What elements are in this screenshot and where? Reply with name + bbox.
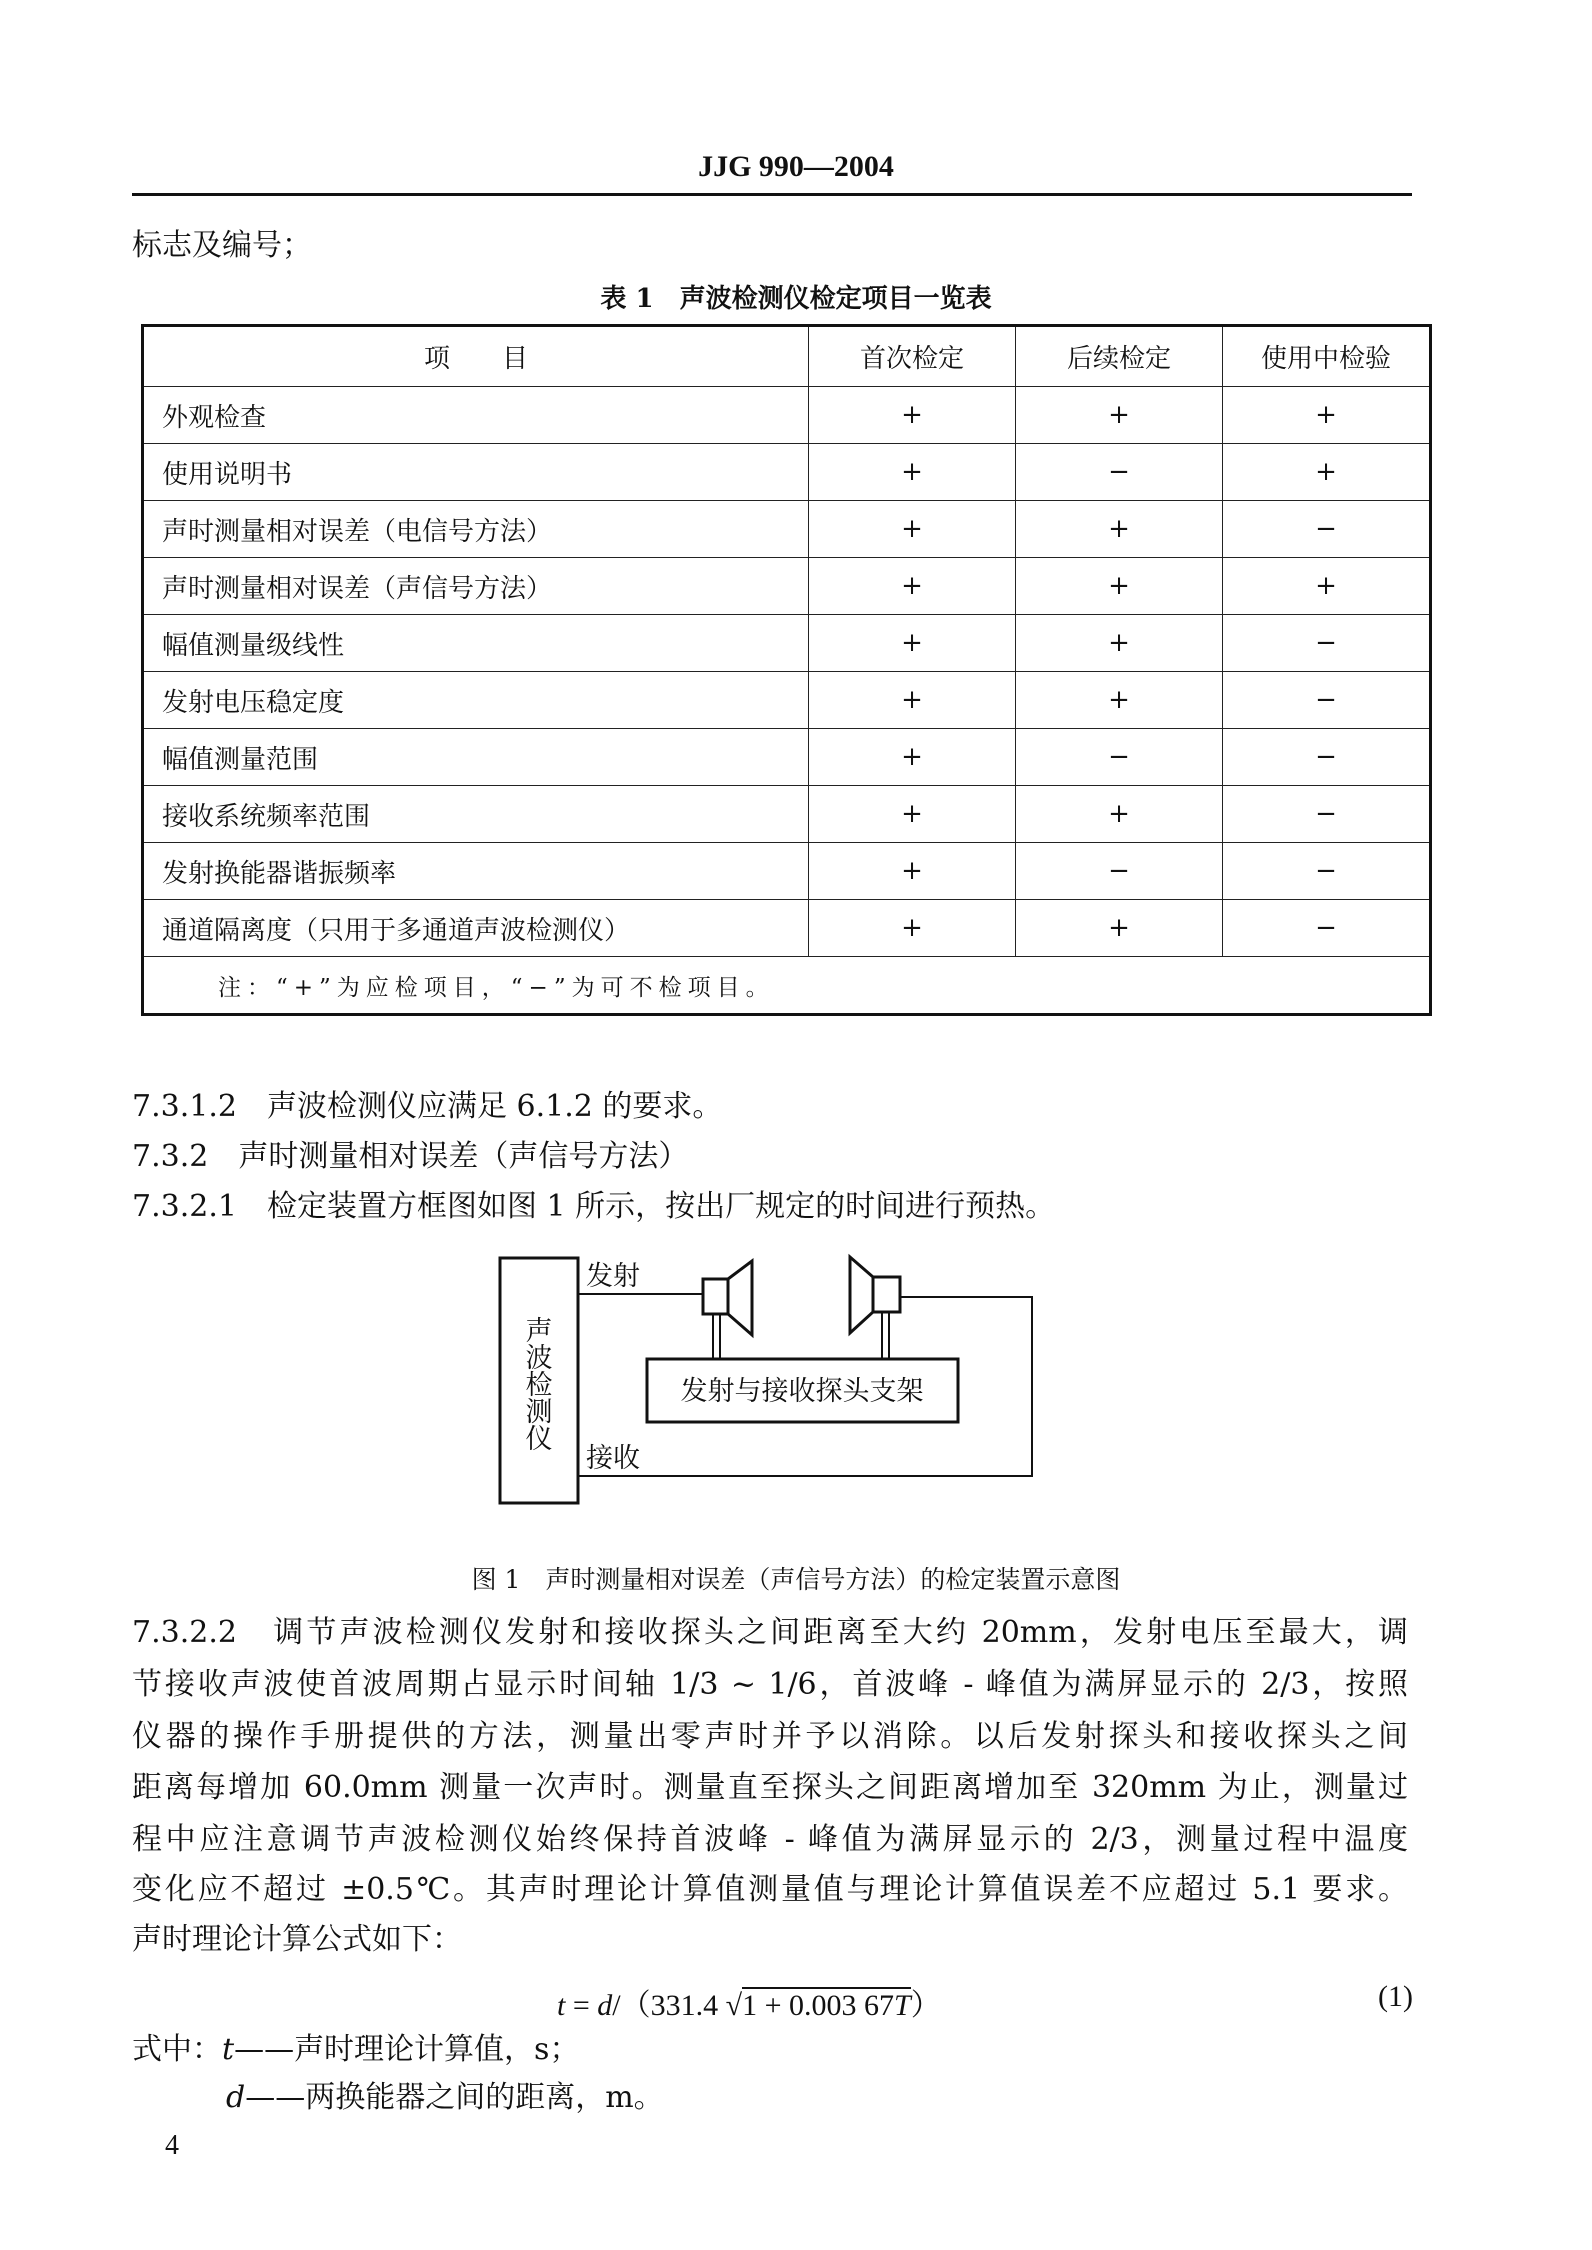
where-d-desc: ——两换能器之间的距离，m。: [245, 2080, 664, 2115]
row-in-use: +: [1223, 387, 1431, 444]
where-t-line: [132, 2032, 579, 2068]
transmit-label: 发射: [586, 1261, 640, 1292]
instrument-label-char: 检: [525, 1370, 553, 1401]
formula-radicand-text: 1 + 0.003 67: [742, 1989, 894, 2022]
paragraph-line: 距离每增加 60.0mm 测量一次声时。测量直至探头之间距离增加至 320mm 为止，测量过: [132, 1770, 1408, 1805]
formula-1: [557, 1980, 941, 2024]
where-d-symbol: d: [226, 2080, 246, 2115]
row-item: 接收系统频率范围: [143, 786, 809, 843]
page-number: 4: [165, 2130, 179, 2161]
row-item: 声时测量相对误差（声信号方法）: [143, 558, 809, 615]
section-7-3-2-heading: 7.3.2 声时测量相对误差（声信号方法）: [132, 1139, 689, 1174]
formula-equals: =: [565, 1989, 598, 2022]
row-initial: +: [809, 387, 1016, 444]
column-header-item: 项 目: [143, 326, 809, 387]
row-in-use: −: [1223, 729, 1431, 786]
column-header-initial: 首次检定: [809, 326, 1016, 387]
receiver-cone: [850, 1257, 873, 1333]
row-item: 声时测量相对误差（电信号方法）: [143, 501, 809, 558]
row-initial: +: [809, 900, 1016, 957]
table-title: 表 1 声波检测仪检定项目一览表: [600, 284, 992, 314]
row-subsequent: +: [1016, 615, 1223, 672]
row-subsequent: −: [1016, 729, 1223, 786]
paragraph-line: 程中应注意调节声波检测仪始终保持首波峰 - 峰值为满屏显示的 2/3，测量过程中温度: [132, 1822, 1408, 1857]
formula-radicand: [742, 1987, 911, 2022]
row-subsequent: +: [1016, 558, 1223, 615]
column-header-subsequent: 后续检定: [1016, 326, 1223, 387]
intro-line: 标志及编号；: [132, 228, 312, 263]
row-in-use: −: [1223, 615, 1431, 672]
section-7-3-2-1: 7.3.2.1 检定装置方框图如图 1 所示，按出厂规定的时间进行预热。: [132, 1189, 1056, 1224]
receiver-body: [873, 1277, 900, 1312]
row-in-use: −: [1223, 501, 1431, 558]
row-subsequent: +: [1016, 501, 1223, 558]
figure-caption: 图 1 声时测量相对误差（声信号方法）的检定装置示意图: [471, 1565, 1121, 1594]
row-subsequent: +: [1016, 387, 1223, 444]
paragraph-line: 变化应不超过 ±0.5℃。其声时理论计算值测量值与理论计算值误差不应超过 5.1 要求。: [132, 1872, 1408, 1907]
where-d-line: [226, 2080, 664, 2116]
row-subsequent: +: [1016, 786, 1223, 843]
row-subsequent: +: [1016, 672, 1223, 729]
formula-d: d: [597, 1989, 613, 2022]
equation-number: (1): [1378, 1980, 1413, 2013]
row-item: 幅值测量级线性: [143, 615, 809, 672]
row-in-use: −: [1223, 900, 1431, 957]
formula-temperature: T: [894, 1989, 911, 2022]
formula-close: ）: [910, 1989, 941, 2022]
instrument-label-char: 声: [525, 1316, 553, 1347]
column-header-in-use: 使用中检验: [1223, 326, 1431, 387]
row-initial: +: [809, 558, 1016, 615]
row-initial: +: [809, 843, 1016, 900]
formula-denominator-open: /（331.4: [612, 1989, 726, 2022]
row-in-use: −: [1223, 786, 1431, 843]
row-in-use: −: [1223, 843, 1431, 900]
row-subsequent: −: [1016, 843, 1223, 900]
row-initial: +: [809, 729, 1016, 786]
section-7-3-1-2: 7.3.1.2 声波检测仪应满足 6.1.2 的要求。: [132, 1089, 723, 1124]
instrument-label-char: 波: [525, 1343, 553, 1374]
receive-label: 接收: [586, 1443, 640, 1474]
transmitter-cone: [728, 1261, 752, 1335]
row-item: 幅值测量范围: [143, 729, 809, 786]
row-subsequent: −: [1016, 444, 1223, 501]
row-item: 使用说明书: [143, 444, 809, 501]
standard-code-header: JJG 990—2004: [698, 150, 894, 183]
paragraph-line: 节接收声波使首波周期占显示时间轴 1/3 ~ 1/6，首波峰 - 峰值为满屏显示的 2/3，按照: [132, 1667, 1408, 1702]
row-initial: +: [809, 615, 1016, 672]
row-item: 发射换能器谐振频率: [143, 843, 809, 900]
where-t-desc: ——声时理论计算值，s；: [234, 2032, 580, 2067]
row-initial: +: [809, 501, 1016, 558]
row-item: 外观检查: [143, 387, 809, 444]
row-subsequent: +: [1016, 900, 1223, 957]
transmitter-body: [703, 1279, 728, 1314]
row-in-use: −: [1223, 672, 1431, 729]
paragraph-line: 7.3.2.2 调节声波检测仪发射和接收探头之间距离至大约 20mm，发射电压至最大，调: [132, 1615, 1408, 1650]
paragraph-line: 声时理论计算公式如下：: [132, 1922, 462, 1957]
instrument-label-char: 仪: [525, 1424, 553, 1455]
instrument-label-char: 测: [525, 1397, 553, 1428]
row-in-use: +: [1223, 444, 1431, 501]
row-initial: +: [809, 672, 1016, 729]
row-item: 通道隔离度（只用于多通道声波检测仪）: [143, 900, 809, 957]
row-item: 发射电压稳定度: [143, 672, 809, 729]
row-in-use: +: [1223, 558, 1431, 615]
table-note: 注：“+”为应检项目，“−”为可不检项目。: [143, 957, 1431, 1015]
row-initial: +: [809, 786, 1016, 843]
where-t-symbol: t: [222, 2032, 235, 2067]
formula-t: t: [557, 1989, 566, 2022]
where-lead: 式中：: [132, 2032, 222, 2067]
row-initial: +: [809, 444, 1016, 501]
sqrt-icon: √: [725, 1989, 743, 2022]
bracket-label: 发射与接收探头支架: [680, 1376, 924, 1407]
paragraph-line: 仪器的操作手册提供的方法，测量出零声时并予以消除。以后发射探头和接收探头之间: [132, 1719, 1408, 1754]
